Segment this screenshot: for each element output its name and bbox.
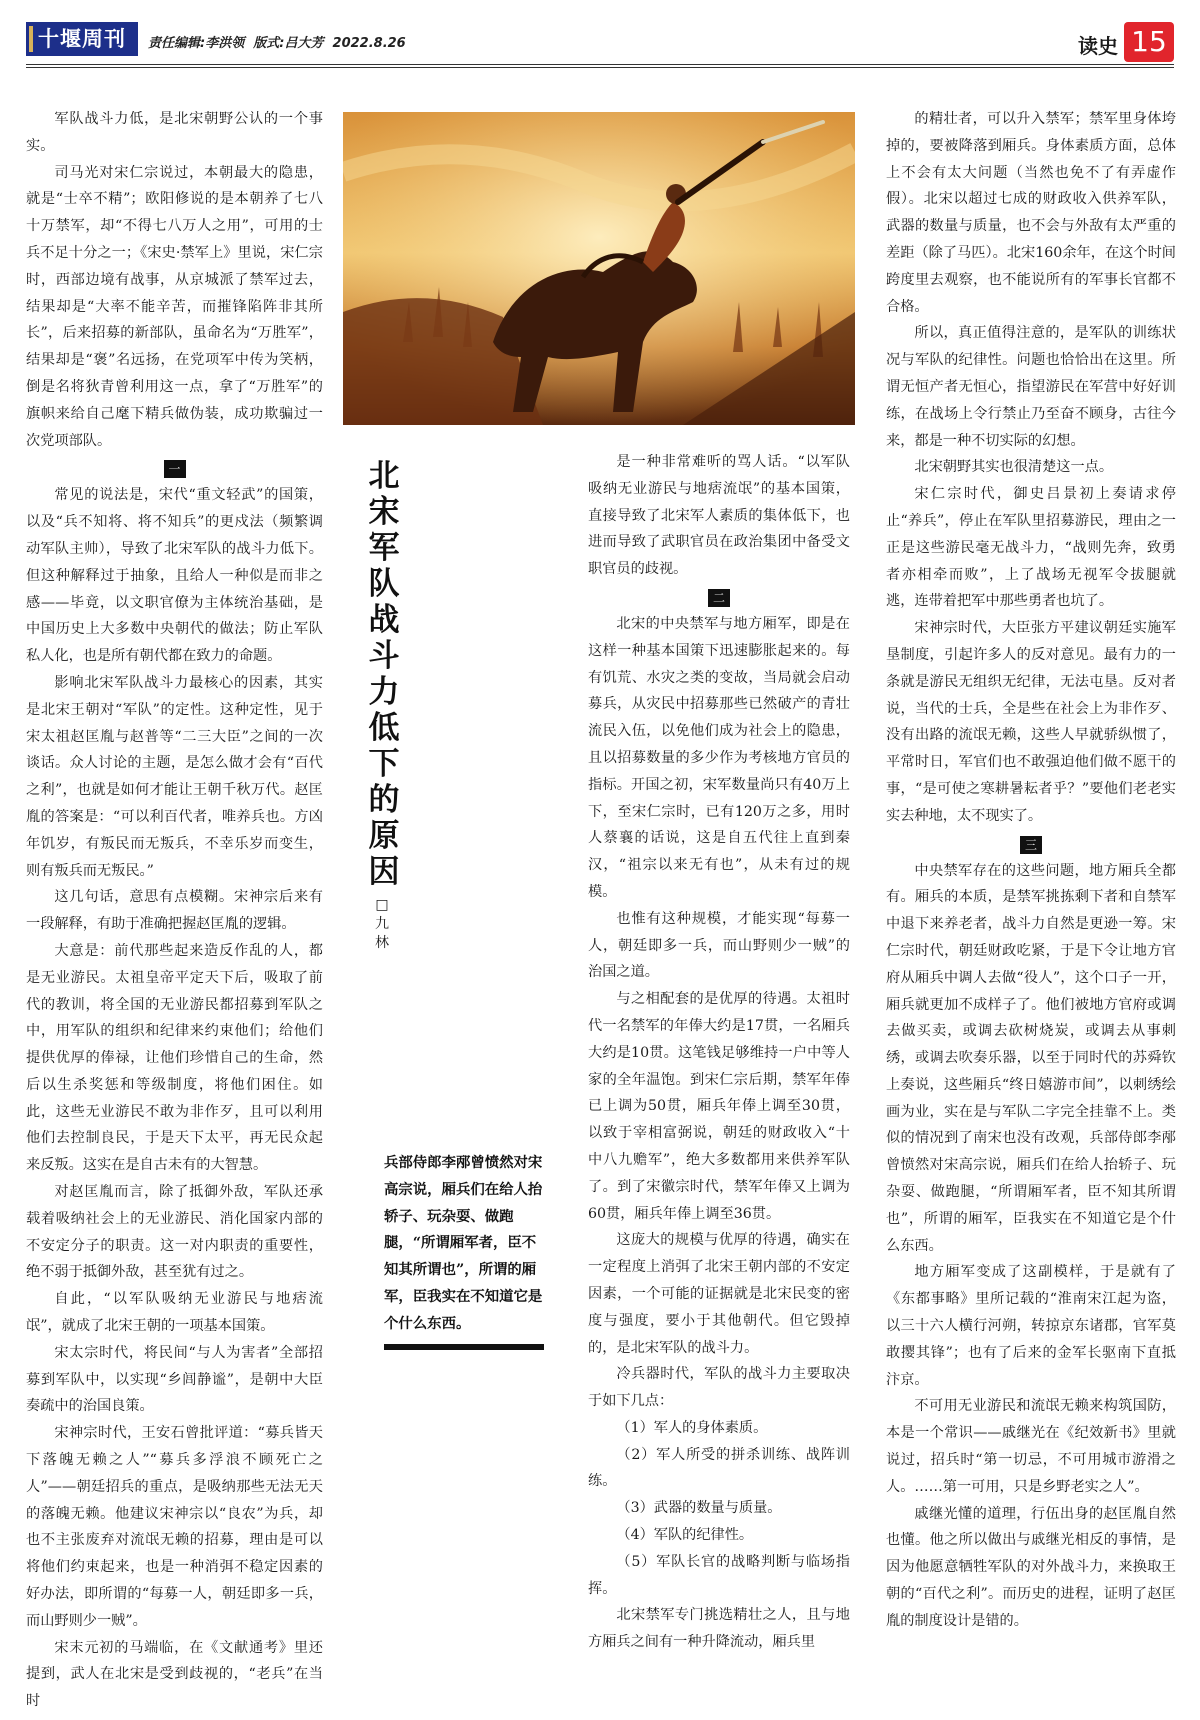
paragraph: 宋神宗时代，王安石曾批评道：“募兵皆天下落魄无赖之人”“募兵多浮浪不顾死亡之人”——朝廷招兵的重点，是吸纳那些无法无天的落魄无赖。他建议宋神宗以“良农”为兵，却也不主张废弃对流氓无赖的招募，理由是可以将他们约束起来，也是一种消弭不稳定因素的好办法，即所谓的“每募一人，朝廷即多一兵，而山野则少一贼”。 xyxy=(26,1425,323,1629)
layout-credit: 版式:吕大芳 xyxy=(253,36,324,51)
title-char: 斗 xyxy=(368,638,400,674)
masthead-rule xyxy=(26,64,1174,68)
paragraph: 戚继光懂的道理，行伍出身的赵匡胤自然也懂。他之所以做出与戚继光相反的事情，是因为他愿意牺牲军队的对外战斗力，来换取王朝的“百代之利”。而历史的进程，证明了赵匡胤的制度设计是错的。 xyxy=(886,1505,1176,1629)
editor-credit: 责任编辑:李洪领 xyxy=(148,36,245,51)
paragraph: 这庞大的规模与优厚的待遇，确实在一定程度上消弭了北宋王朝内部的不安定因素，一个可能的证据就是北宋民变的密度与强度，要小于其他朝代。但它毁掉的，是北宋军队的战斗力。 xyxy=(588,1232,850,1356)
issue-date: 2022.8.26 xyxy=(332,36,406,51)
paragraph: 宋末元初的马端临，在《文献通考》里还提到，武人在北宋是受到歧视的，“老兵”在当时 xyxy=(26,1639,323,1710)
title-char: 队 xyxy=(368,566,400,602)
title-char: 宋 xyxy=(368,494,400,530)
cavalry-painting-icon xyxy=(343,112,855,425)
pull-quote: 兵部侍郎李邴曾愤然对宋高宗说，厢兵们在给人抬轿子、玩杂耍、做跑腿，“所谓厢军者，臣不知其所谓也”，所谓的厢军，臣我实在不知道它是个什么东西。 xyxy=(384,1154,543,1332)
paragraph: （4）军队的纪律性。 xyxy=(616,1527,754,1544)
paragraph: 地方厢军变成了这副模样，于是就有了《东都事略》里所记载的“淮南宋江起为盗，以三十六人横行河朔，转掠京东诸郡，官军莫敢撄其锋”；也有了后来的金军长驱南下直抵汴京。 xyxy=(886,1264,1176,1388)
article-column-3 xyxy=(588,449,850,1656)
title-char: 因 xyxy=(368,854,400,890)
paragraph: 冷兵器时代，军队的战斗力主要取决于如下几点： xyxy=(588,1366,850,1410)
paragraph: 司马光对宋仁宗说过，本朝最大的隐患，就是“士卒不精”；欧阳修说的是本朝养了七八十万禁军，却“不得七八万人之用”，可用的士兵不足十分之一；《宋史·禁军上》里说，宋仁宗时，西部边境有战事，从京城派了禁军过去，结果却是“大率不能辛苦，而摧锋陷阵非其所长”，后来招募的新部队，虽命名为“万胜军”，结果却是“褒”名远扬，在党项军中传为笑柄，倒是名将狄青曾利用这一点，拿了“万胜军”的旗帜来给自己麾下精兵做伪装，成功欺骗过一次党项部队。 xyxy=(26,164,323,449)
paragraph: 北宋朝野其实也很清楚这一点。 xyxy=(914,459,1114,476)
article-title xyxy=(362,458,406,890)
paragraph: 的精壮者，可以升入禁军；禁军里身体垮掉的，要被降落到厢兵。身体素质方面，总体上不会有太大问题（当然也免不了有弄虚作假）。北宋以超过七成的财政收入供养军队，武器的数量与质量，也不会与外敌有太严重的差距（除了马匹）。北宋160余年，在这个时间跨度里去观察，也不能说所有的军事长官都不合格。 xyxy=(886,111,1176,315)
title-char: 力 xyxy=(368,674,400,710)
author-char: □ xyxy=(375,897,389,913)
paragraph: 对赵匡胤而言，除了抵御外敌，军队还承载着吸纳社会上的无业游民、消化国家内部的不安定分子的职责。这一对内职责的重要性，绝不弱于抵御外敌，甚至犹有过之。 xyxy=(26,1184,323,1281)
paragraph: 宋仁宗时代，御史吕景初上奏请求停止“养兵”，停止在军队里招募游民，理由之一正是这些游民毫无战斗力，“战则先奔，致勇者亦相牵而败”，上了战场无视军令拔腿就逃，连带着把军中那些勇者也坑了。 xyxy=(886,486,1176,610)
paragraph: 北宋禁军专门挑选精壮之人，且与地方厢兵之间有一种升降流动，厢兵里 xyxy=(588,1607,850,1651)
paragraph: 自此，“以军队吸纳无业游民与地痞流氓”，就成了北宋王朝的一项基本国策。 xyxy=(26,1291,323,1335)
battle-illustration xyxy=(343,112,855,425)
title-char: 战 xyxy=(368,602,400,638)
paragraph: （2）军人所受的拼杀训练、战阵训练。 xyxy=(588,1446,850,1490)
title-char: 的 xyxy=(368,782,400,818)
paragraph: 所以，真正值得注意的，是军队的训练状况与军队的纪律性。问题也恰恰出在这里。所谓无恒产者无恒心，指望游民在军营中好好训练，在战场上令行禁止乃至奋不顾身，古往今来，都是一种不切实际的幻想。 xyxy=(886,325,1176,449)
paragraph: 宋太宗时代，将民间“与人为害者”全部招募到军队中，以实现“乡闾静谧”，是朝中大臣奏疏中的治国良策。 xyxy=(26,1344,323,1415)
paragraph: 中央禁军存在的这些问题，地方厢兵全都有。厢兵的本质，是禁军挑拣剩下者和自禁军中退下来养老者，战斗力自然是更逊一筹。宋仁宗时代，朝廷财政吃紧，于是下令让地方官府从厢兵中调人去做“役人”，这个口子一开，厢兵就更加不成样子了。他们被地方官府或调去做买卖，或调去砍树烧炭，或调去从事刺绣，或调去吹奏乐器，以至于同时代的苏舜钦上奏说，这些厢兵“终日嬉游市间”，以刺绣绘画为业，实在是与军队二字完全挂靠不上。类似的情况到了南宋也没有改观，兵部侍郎李邴曾愤然对宋高宗说，厢兵们在给人抬轿子、玩杂耍、做跑腿，“所谓厢军者，臣不知其所谓也”，所谓的厢军，臣我实在不知道它是个什么东西。 xyxy=(886,862,1176,1254)
page-number-badge: 15 xyxy=(1124,22,1174,62)
paragraph: 与之相配套的是优厚的待遇。太祖时代一名禁军的年俸大约是17贯，一名厢兵大约是10贯。这笔钱足够维持一户中等人家的全年温饱。到宋仁宗后期，禁军年俸已上调为50贯，厢兵年俸上调至30贯，以致于宰相富弼说，朝廷的财政收入“十中八九赡军”，绝大多数都用来供养军队了。到了宋徽宗时代，禁军年俸又上调为60贯，厢兵年俸上调至36贯。 xyxy=(588,991,850,1222)
paragraph: 北宋的中央禁军与地方厢军，即是在这样一种基本国策下迅速膨胀起来的。每有饥荒、水灾之类的变故，当局就会启动募兵，从灾民中招募那些已然破产的青壮流民入伍，以免他们成为社会上的隐患，且以招募数量的多少作为考核地方官员的指标。开国之初，宋军数量尚只有40万上下，至宋仁宗时，已有120万之多，用时人蔡襄的话说，这是自五代往上直到秦汉，“祖宗以来无有也”，从未有过的规模。 xyxy=(588,615,850,900)
paragraph: 大意是：前代那些起来造反作乱的人，都是无业游民。太祖皇帝平定天下后，吸取了前代的教训，将全国的无业游民都招募到军队之中，用军队的组织和纪律来约束他们；给他们提供优厚的俸禄，让他们珍惜自己的生命，然后以生杀奖惩和等级制度，将他们困住。如此，这些无业游民不敢为非作歹，且可以利用他们去控制良民，于是天下太平，再无民众起来反叛。这实在是自古未有的大智慧。 xyxy=(26,942,323,1174)
pull-quote-rule xyxy=(384,1344,544,1350)
title-char: 原 xyxy=(368,818,400,854)
paragraph: 是一种非常难听的骂人话。“以军队吸纳无业游民与地痞流氓”的基本国策，直接导致了北宋军人素质的集体低下，也进而导致了武职官员在政治集团中备受文职官员的歧视。 xyxy=(588,454,850,578)
paragraph: （1）军人的身体素质。 xyxy=(616,1419,768,1436)
author-char: 九 xyxy=(375,916,389,932)
paragraph: （3）武器的数量与质量。 xyxy=(616,1500,782,1517)
title-char: 下 xyxy=(368,746,400,782)
logo-mark-icon xyxy=(29,26,33,52)
paragraph: 影响北宋军队战斗力最核心的因素，其实是北宋王朝对“军队”的定性。这种定性，见于宋太祖赵匡胤与赵普等“二三大臣”之间的一次谈话。众人讨论的主题，是怎么做才会有“百代之利”，也就是如何才能让王朝千秋万代。赵匡胤的答案是：“可以利百代者，唯养兵也。方凶年饥岁，有叛民而无叛兵，不幸乐岁而变生，则有叛兵而无叛民。” xyxy=(26,674,323,879)
paragraph: 也惟有这种规模，才能实现“每募一人，朝廷即多一兵，而山野则少一贼”的治国之道。 xyxy=(588,910,850,981)
title-char: 军 xyxy=(368,530,400,566)
section-name: 读史 xyxy=(1078,34,1118,58)
title-char: 低 xyxy=(368,710,400,746)
author-char: 林 xyxy=(375,935,389,951)
publication-logo xyxy=(26,22,138,56)
section-mark-1: 一 xyxy=(164,460,186,478)
paragraph: 这几句话，意思有点模糊。宋神宗后来有一段解释，有助于准确把握赵匡胤的逻辑。 xyxy=(26,889,323,933)
paragraph: 常见的说法是，宋代“重文轻武”的国策，以及“兵不知将、将不知兵”的更戍法（频繁调动军队主帅），导致了北宋军队的战斗力低下。但这种解释过于抽象，且给人一种似是而非之感——毕竟，以文职官僚为主体统治基础，是中国历史上大多数中央朝代的做法；防止军队私人化，也是所有朝代都在致力的命题。 xyxy=(26,487,323,665)
section-mark-3: 三 xyxy=(1020,836,1042,854)
paragraph: （5）军队长官的战略判断与临场指挥。 xyxy=(588,1553,850,1597)
title-char: 北 xyxy=(368,458,400,494)
masthead-meta xyxy=(148,32,406,51)
paragraph: 宋神宗时代，大臣张方平建议朝廷实施军垦制度，引起许多人的反对意见。最有力的一条就是游民无组织无纪律，无法屯垦。反对者说，当代的士兵，全是些在社会上为非作歹、没有出路的流氓无赖，这些人早就骄纵惯了，平常时日，军官们也不敢强迫他们做不愿干的事，“是可使之寒耕暑耘者乎？”要他们老老实实去种地，太不现实了。 xyxy=(886,620,1176,824)
article-author xyxy=(371,896,393,953)
article-column-1 xyxy=(26,106,323,1715)
publication-name: 十堰周刊 xyxy=(38,26,126,51)
section-mark-2: 二 xyxy=(708,589,730,607)
paragraph: 不可用无业游民和流氓无赖来构筑国防，本是一个常识——戚继光在《纪效新书》里就说过，招兵时“第一切忌，不可用城市游滑之人。……第一可用，只是乡野老实之人”。 xyxy=(886,1398,1176,1495)
paragraph: 军队战斗力低，是北宋朝野公认的一个事实。 xyxy=(26,111,323,154)
article-column-4 xyxy=(886,106,1176,1635)
masthead xyxy=(26,22,1174,62)
